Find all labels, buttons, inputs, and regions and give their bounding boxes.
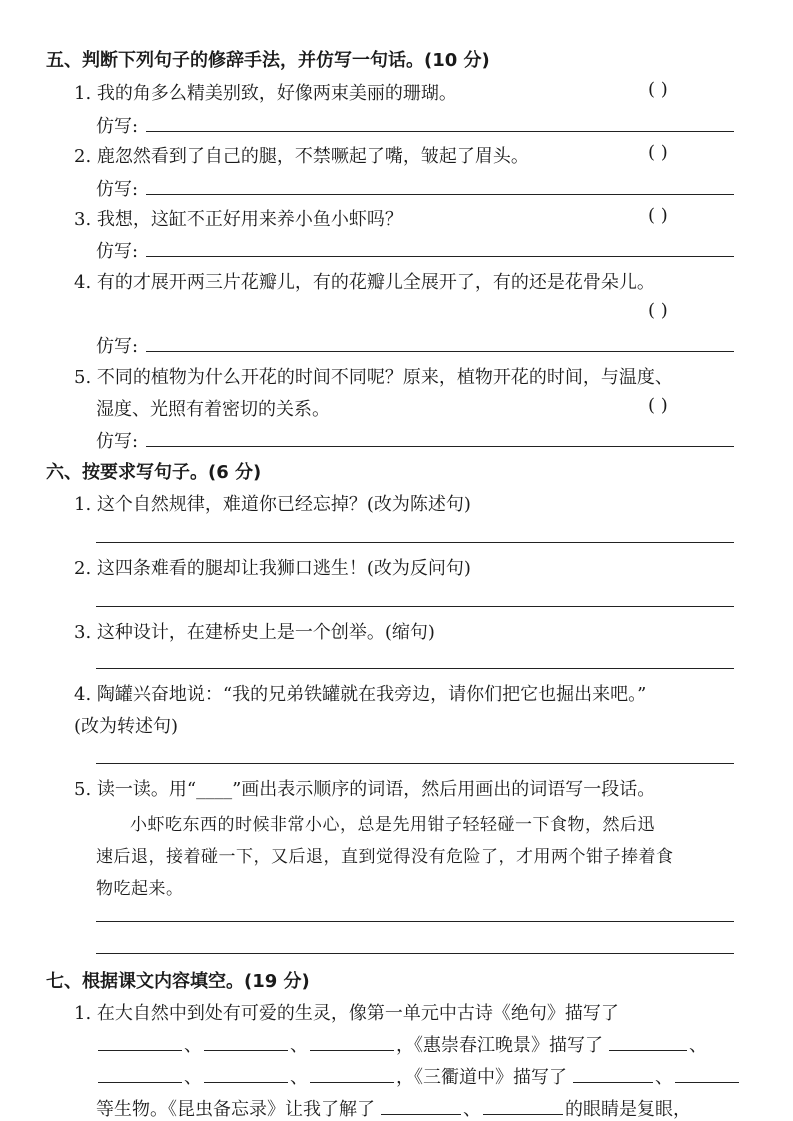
section5-title: 五、判断下列句子的修辞手法，并仿写一句话。(10 分) <box>46 50 490 71</box>
s5-q5-text: 5. 不同的植物为什么开花的时间不同呢？原来，植物开花的时间，与温度、 <box>74 367 673 388</box>
s5-q5-answer-paren[interactable]: ( ) <box>648 395 668 416</box>
s6-q2-text: 2. 这四条难看的腿却让我狮口逃生！(改为反问句) <box>74 558 471 579</box>
s6-passage-line-2: 速后退，接着碰一下，又后退，直到觉得没有危险了，才用两个钳子捧着食 <box>96 847 674 867</box>
s5-q2-imitate-label: 仿写: <box>96 179 139 200</box>
s7-blank-5[interactable] <box>98 1064 182 1083</box>
s5-q1-text: 1. 我的角多么精美别致，好像两束美丽的珊瑚。 <box>74 83 457 104</box>
s6-q1-text: 1. 这个自然规律，难道你已经忘掉？(改为陈述句) <box>74 494 471 515</box>
s7-blank-11[interactable] <box>483 1096 563 1115</box>
s5-q3-imitate-line[interactable] <box>146 256 734 257</box>
s6-q2-answer-line[interactable] <box>96 606 734 607</box>
s7-q1-line3: 、 、 ，《三衢道中》描写了 、 <box>96 1063 741 1089</box>
s5-q2-answer-paren[interactable]: ( ) <box>648 142 668 163</box>
s7-blank-10[interactable] <box>381 1096 461 1115</box>
s6-q3-answer-line[interactable] <box>96 668 734 669</box>
s5-q5-imitate-line[interactable] <box>146 446 734 447</box>
s5-q3-text: 3. 我想，这缸不正好用来养小鱼小虾吗？ <box>74 209 403 230</box>
s7-q1-line4: 等生物。《昆虫备忘录》让我了解了 、 的眼睛是复眼， <box>96 1095 691 1121</box>
s5-q2-text: 2. 鹿忽然看到了自己的腿，不禁噘起了嘴，皱起了眉头。 <box>74 146 529 167</box>
s7-blank-3[interactable] <box>310 1032 394 1051</box>
s5-q1-answer-paren[interactable]: ( ) <box>648 79 668 100</box>
s6-q5-answer-line-1[interactable] <box>96 921 734 922</box>
section6-title: 六、按要求写句子。(6 分) <box>46 462 262 483</box>
section7-title: 七、根据课文内容填空。(19 分) <box>46 971 310 992</box>
s7-blank-6[interactable] <box>204 1064 288 1083</box>
s6-q4-text-cont: (改为转述句) <box>74 716 179 737</box>
s6-q3-text: 3. 这种设计，在建桥史上是一个创举。(缩句) <box>74 622 435 643</box>
s5-q1-imitate-line[interactable] <box>146 131 734 132</box>
s5-q4-imitate-line[interactable] <box>146 351 734 352</box>
s5-q4-imitate-label: 仿写: <box>96 336 139 357</box>
s5-q5-text-cont: 湿度、光照有着密切的关系。 <box>96 399 330 420</box>
s7-blank-9[interactable] <box>675 1064 739 1083</box>
s5-q3-imitate-label: 仿写: <box>96 241 139 262</box>
s5-q4-text: 4. 有的才展开两三片花瓣儿，有的花瓣儿全展开了，有的还是花骨朵儿。 <box>74 272 655 293</box>
s6-q1-answer-line[interactable] <box>96 542 734 543</box>
s7-blank-7[interactable] <box>310 1064 394 1083</box>
s7-blank-4[interactable] <box>609 1032 687 1051</box>
s5-q3-answer-paren[interactable]: ( ) <box>648 205 668 226</box>
s7-blank-8[interactable] <box>573 1064 653 1083</box>
s6-q5-text: 5. 读一读。用“____”画出表示顺序的词语，然后用画出的词语写一段话。 <box>74 779 656 800</box>
s6-q4-answer-line[interactable] <box>96 763 734 764</box>
s5-q5-imitate-label: 仿写: <box>96 431 139 452</box>
s5-q2-imitate-line[interactable] <box>146 194 734 195</box>
s7-blank-2[interactable] <box>204 1032 288 1051</box>
s5-q1-imitate-label: 仿写: <box>96 116 139 137</box>
s6-passage-line-3: 物吃起来。 <box>96 879 184 899</box>
s7-blank-1[interactable] <box>98 1032 182 1051</box>
s6-q4-text: 4. 陶罐兴奋地说：“我的兄弟铁罐就在我旁边，请你们把它也掘出来吧。” <box>74 684 647 705</box>
s7-q1-line2: 、 、 ，《惠崇春江晚景》描写了 、 <box>96 1031 707 1057</box>
s6-passage-line-1: 小虾吃东西的时候非常小心，总是先用钳子轻轻碰一下食物，然后迅 <box>130 815 655 835</box>
s5-q4-answer-paren[interactable]: ( ) <box>648 300 668 321</box>
s7-q1-line1: 1. 在大自然中到处有可爱的生灵，像第一单元中古诗《绝句》描写了 <box>74 1003 619 1024</box>
s6-q5-answer-line-2[interactable] <box>96 953 734 954</box>
